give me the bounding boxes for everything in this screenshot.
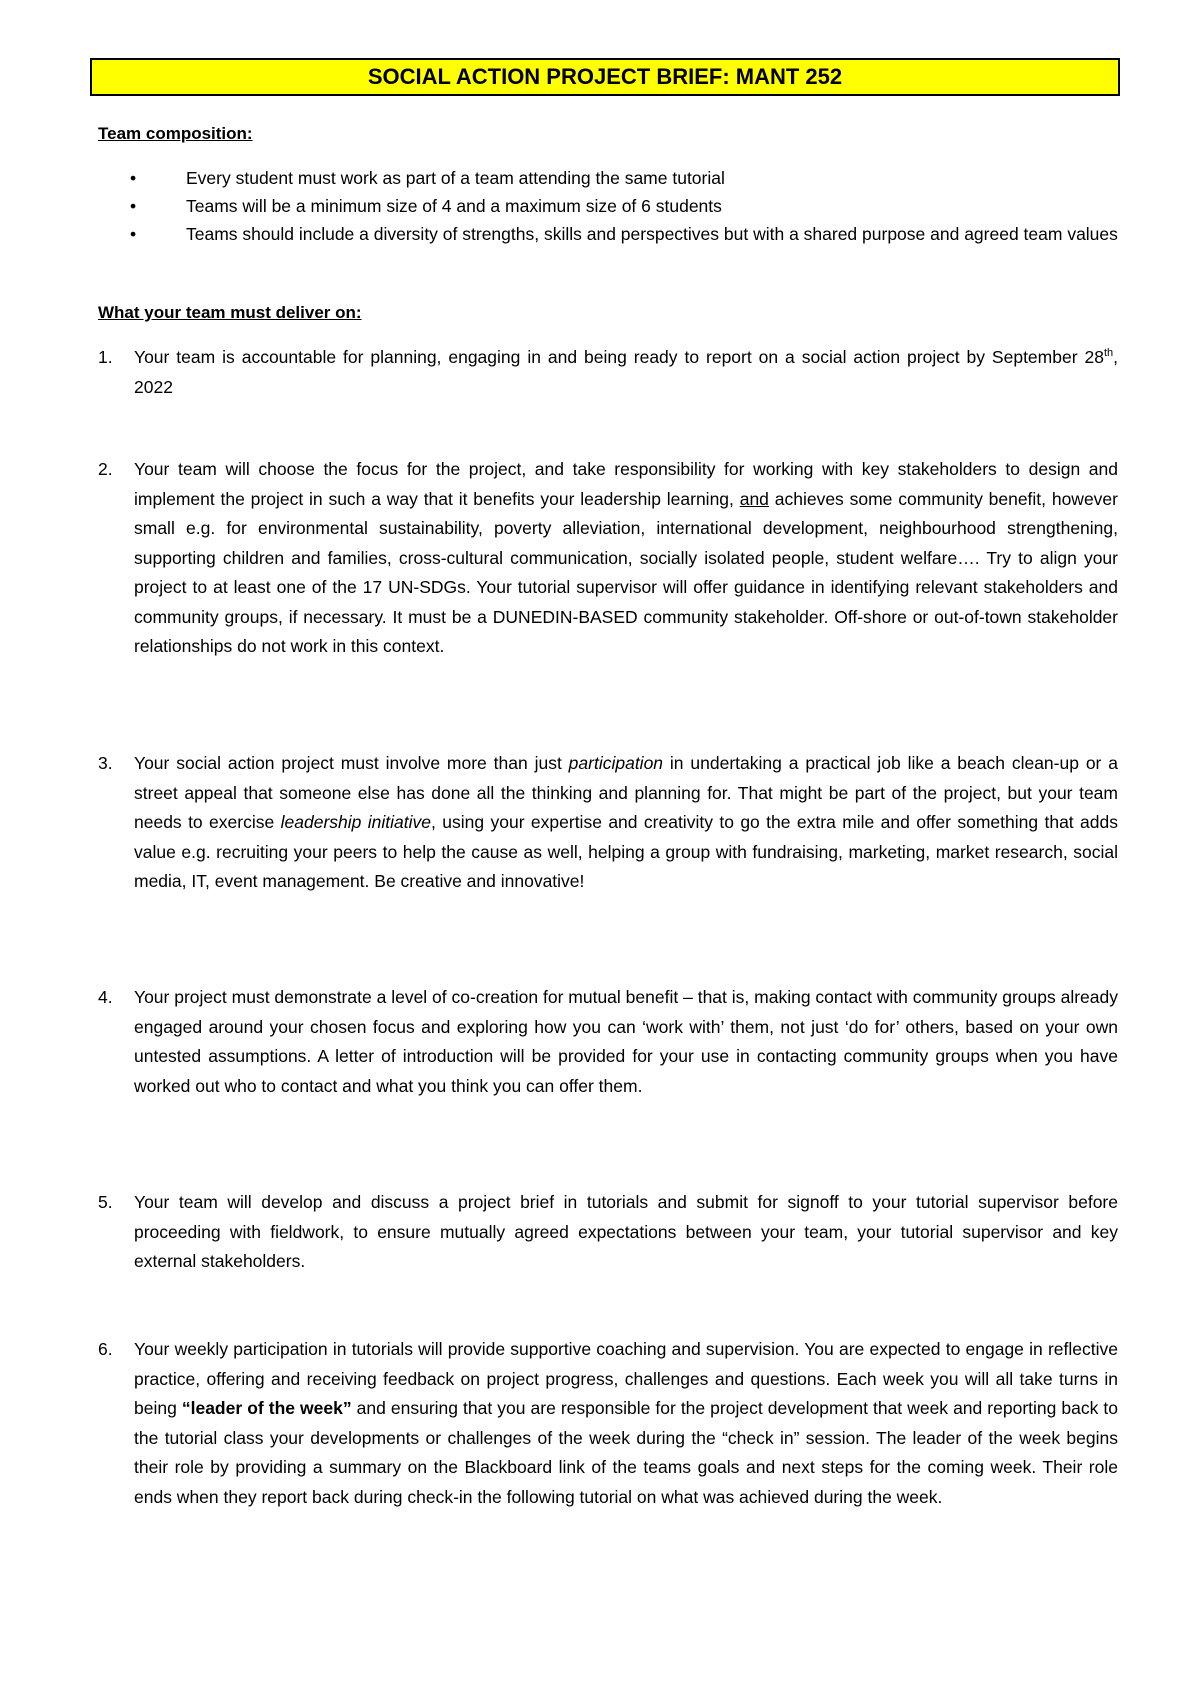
team-composition-list bbox=[98, 164, 1118, 248]
list-item: • Teams will be a minimum size of 4 and a maximum size of 6 students bbox=[98, 192, 1118, 220]
item-number: 3. bbox=[98, 753, 113, 773]
list-item bbox=[98, 1188, 1118, 1277]
item-text: Your weekly participation in tutorials will provide supportive coaching and supervision. You are expected to engage in reflective practice, offering and receiving feedback on project progress, challenges and questions. Each week you will all take turns in being “leader of the week” and ensuring that you are responsible for the project development that week and reporting back to the tutorial class your developments or challenges of the week during the “check in” session. The leader of the week begins their role by providing a summary on the Blackboard link of the teams goals and next steps for the coming week. Their role ends when they report back during check-in the following tutorial on what was achieved during the week. bbox=[134, 1339, 1119, 1507]
list-item: • Teams should include a diversity of strengths, skills and perspectives but with a shared purpose and agreed team values bbox=[98, 220, 1118, 248]
list-item bbox=[98, 343, 1118, 402]
item-text: Your social action project must involve more than just participation in undertaking a practical job like a beach clean-up or a street appeal that someone else has done all the thinking and planning for. That might be part of the project, but your team needs to exercise leadership initiative, using your expertise and creativity to go the extra mile and offer something that adds value e.g. recruiting your peers to help the cause as well, helping a group with fundraising, marketing, market research, social media, IT, event management. Be creative and innovative! bbox=[134, 753, 1119, 891]
deliverables-heading: What your team must deliver on: bbox=[98, 303, 362, 322]
item-text: Your project must demonstrate a level of co-creation for mutual benefit – that is, making contact with community groups already engaged around your chosen focus and exploring how you can ‘work with’ them, not just ‘do for’ others, based on your own untested assumptions. A letter of introduction will be provided for your use in contacting community groups when you have worked out who to contact and what you think you can offer them. bbox=[134, 987, 1118, 1096]
item-number: 4. bbox=[98, 987, 113, 1007]
list-item bbox=[98, 455, 1118, 662]
item-text: Your team is accountable for planning, engaging in and being ready to report on a social action project by September 28th, 2022 bbox=[134, 347, 1118, 397]
item-number: 5. bbox=[98, 1192, 113, 1212]
team-composition-heading: Team composition: bbox=[98, 124, 253, 143]
item-number: 2. bbox=[98, 459, 113, 479]
bullet-icon: • bbox=[130, 196, 137, 216]
list-item bbox=[98, 1335, 1118, 1512]
item-text: Your team will choose the focus for the project, and take responsibility for working with key stakeholders to design and implement the project in such a way that it benefits your leadership learning, and achieves some community benefit, however small e.g. for environmental sustainability, poverty alleviation, international development, neighbourhood strengthening, supporting children and families, cross-cultural communication, socially isolated people, student welfare…. Try to align your project to at least one of the 17 UN-SDGs. Your tutorial supervisor will offer guidance in identifying relevant stakeholders and community groups, if necessary. It must be a DUNEDIN-BASED community stakeholder. Off-shore or out-of-town stakeholder relationships do not work in this context. bbox=[134, 459, 1118, 656]
list-item: • Every student must work as part of a team attending the same tutorial bbox=[98, 164, 1118, 192]
list-item bbox=[98, 983, 1118, 1101]
item-number: 6. bbox=[98, 1339, 113, 1359]
bullet-icon: • bbox=[130, 168, 137, 188]
item-number: 1. bbox=[98, 347, 113, 367]
item-text: Your team will develop and discuss a project brief in tutorials and submit for signoff to your tutorial supervisor before proceeding with fieldwork, to ensure mutually agreed expectations between your team, your tutorial supervisor and key external stakeholders. bbox=[134, 1192, 1118, 1271]
document-title: SOCIAL ACTION PROJECT BRIEF: MANT 252 bbox=[90, 58, 1120, 96]
bullet-icon: • bbox=[130, 224, 137, 244]
list-item bbox=[98, 749, 1118, 897]
